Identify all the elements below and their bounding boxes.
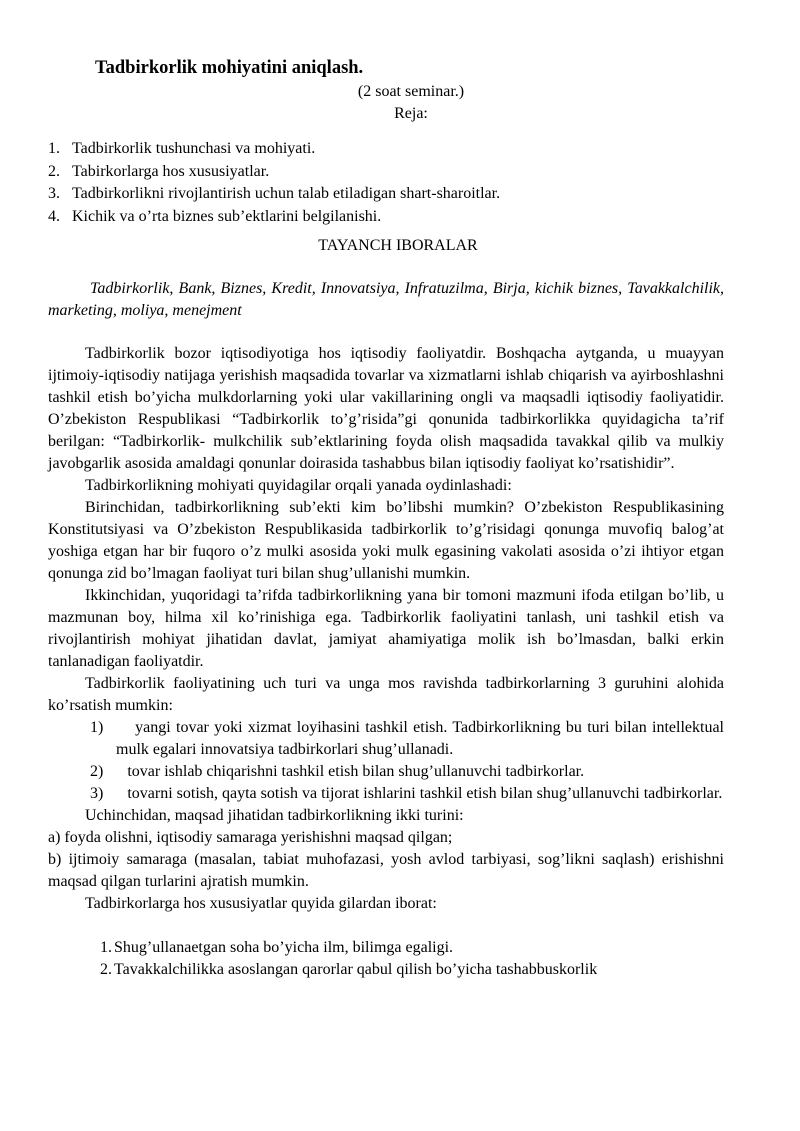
document-title: Tadbirkorlik mohiyatini aniqlash. (95, 58, 364, 78)
paragraph: Uchinchidan, maqsad jihatidan tadbirkorlikning ikki turini: (85, 807, 464, 824)
keywords-text: Tadbirkorlik, Bank, Biznes, Kredit, Innovatsiya, Infratuzilma, Birja, kichik biznes, Tavakkalchilik, marketing, moliya, menejment (48, 280, 724, 319)
plan-item: 2. Tabirkorlarga hos xususiyatlar. (48, 162, 270, 180)
plan-item: 3. Tadbirkorlikni rivojlantirish uchun talab etiladigan shart-sharoitlar. (48, 185, 501, 202)
plan-item: 4. Kichik va o’rta biznes sub’ektlarini belgilanishi. (48, 207, 382, 225)
paragraph: Tadbirkorlarga hos xususiyatlar quyida gilardan iborat: (85, 895, 437, 912)
types-list-item: 3) tovarni sotish, qayta sotish va tijorat ishlarini tashkil etish bilan shug’ullanuvchi tadbirkorlar. (90, 785, 723, 802)
types-list-item: 1) yangi tovar yoki xizmat loyihasini tashkil etish. Tadbirkorlikning bu turi bilan intellektual mulk egalari innovatsiya tadbirkorlari shug’ullanadi. (90, 719, 724, 758)
paragraph: Tadbirkorlik bozor iqtisodiyotiga hos iqtisodiy faoliyatdir. Boshqacha aytganda, u muayyan ijtimoiy-iqtisodiy natijaga yerishish maqsadida tovarlar va xizmatlarni ishlab chiqarish va ayirboshlashni tashkil etish bo’yicha mulkdorlarning yoki ular vakillarining ongli va maqsadli iqtisodiy faoliyatidir. O’zbekiston Respublikasi “Tadbirkorlik to’g’risida”gi qonunida tadbirkorlikka quyidagicha ta’rif berilgan: “Tadbirkorlik- mulkchilik sub’ektlarining foyda olish maqsadida tavakkal qilib va mulkiy javobgarlik asosida amaldagi qonunlar doirasida tashabbus bilan iqtisodiy faoliyat ko’rsatishidir”. (48, 345, 724, 472)
duration-note: (2 soat seminar.) (357, 83, 465, 100)
keywords-heading: TAYANCH IBORALAR (318, 237, 478, 254)
paragraph: Tadbirkorlikning mohiyati quyidagilar orqali yanada oydinlashadi: (85, 477, 512, 494)
paragraph: Birinchidan, tadbirkorlikning sub’ekti kim bo’libshi mumkin? O’zbekiston Respublikasining Konstitutsiyasi va O’zbekiston Respublikasida tadbirkorlik to’g’risidagi qonunga muvofiq balog’at yoshiga etgan har bir fuqoro o’z mulki asosida yoki mulk egasining vakolati asosida o’zi ihtiyor etgan qonunga zid bo’lmagan faoliyat turi bilan shug’ullanishi mumkin. (48, 499, 724, 582)
plan-item: 1. Tadbirkorlik tushunchasi va mohiyati. (48, 140, 316, 157)
plan-list (48, 138, 724, 228)
paragraph: a) foyda olishni, iqtisodiy samaraga yerishishni maqsad qilgan; (48, 829, 453, 846)
paragraph: Ikkinchidan, yuqoridagi ta’rifda tadbirkorlikning yana bir tomoni mazmuni ifoda etilgan bo’lib, u mazmunan boy, hilma xil ko’rinishiga ega. Tadbirkorlik faoliyatini tanlash, uni tashkil etish va rivojlantirish mohiyat jihatidan davlat, jamiyat ahamiyatiga molik ish bo’lmasdan, balki erkin tanlanadigan faoliyatdir. (48, 587, 724, 670)
spacer (48, 915, 724, 937)
features-list-item: 1. Shug’ullanaetgan soha bo’yicha ilm, bilimga egaligi. (100, 939, 454, 956)
features-list-item: 2. Tavakkalchilikka asoslangan qarorlar qabul qilish bo’yicha tashabbuskorlik (100, 961, 598, 978)
paragraph: b) ijtimoiy samaraga (masalan, tabiat muhofazasi, yosh avlod tarbiyasi, sog’likni saqlash) erishishni maqsad qilgan turlarini ajratish mumkin. (48, 851, 724, 890)
types-list-item: 2) tovar ishlab chiqarishni tashkil etish bilan shug’ullanuvchi tadbirkorlar. (90, 763, 585, 780)
plan-heading: Reja: (394, 105, 428, 122)
paragraph: Tadbirkorlik faoliyatining uch turi va unga mos ravishda tadbirkorlarning 3 guruhini alohida ko’rsatish mumkin: (48, 675, 724, 714)
document-page (48, 56, 724, 981)
